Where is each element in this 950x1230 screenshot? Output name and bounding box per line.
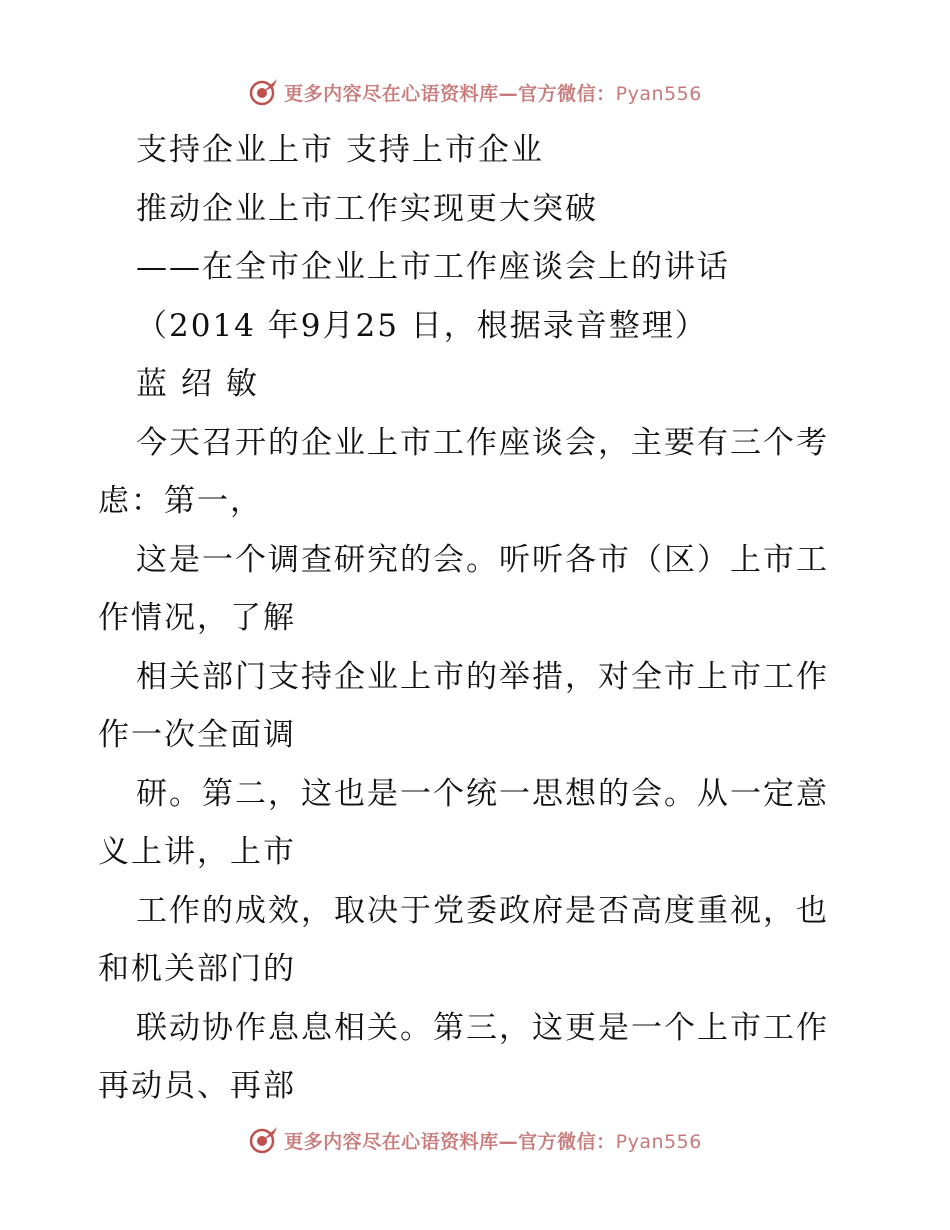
- text-line: 蓝 绍 敏: [136, 366, 259, 402]
- text-line: （2014 年9月25 日，根据录音整理）: [136, 307, 708, 344]
- text-line: 支持企业上市 支持上市企业: [136, 132, 544, 168]
- quill-pen-circle-icon: [248, 76, 280, 108]
- text-line: ——在全市企业上市工作座谈会上的讲话: [136, 249, 730, 285]
- watermark-text: 更多内容尽在心语资料库—官方微信：Pyan556: [284, 1130, 702, 1153]
- text-line: 再动员、再部: [98, 1068, 296, 1104]
- text-line: 联动协作息息相关。第三，这更是一个上市工作: [136, 1009, 829, 1046]
- text-line: 作情况，了解: [98, 600, 296, 636]
- watermark-account: Pyan556: [615, 82, 702, 105]
- text-line: 和机关部门的: [98, 951, 296, 987]
- watermark-text: 更多内容尽在心语资料库—官方微信：Pyan556: [284, 82, 702, 105]
- text-line: 义上讲，上市: [98, 834, 296, 870]
- watermark-banner-bottom: [0, 1120, 950, 1160]
- text-line: 相关部门支持企业上市的举措，对全市上市工作: [136, 658, 829, 695]
- text-line: 虑：第一，: [98, 483, 263, 519]
- text-line: 推动企业上市工作实现更大突破: [136, 190, 598, 227]
- text-line: 研。第二，这也是一个统一思想的会。从一定意: [136, 775, 829, 812]
- quill-pen-circle-icon: [248, 1124, 280, 1156]
- text-line: 作一次全面调: [98, 717, 296, 753]
- text-line: 这是一个调查研究的会。听听各市（区）上市工: [136, 541, 829, 578]
- watermark-banner-top: [0, 72, 950, 112]
- document-body: [98, 121, 858, 1116]
- text-line: 今天召开的企业上市工作座谈会，主要有三个考: [136, 424, 829, 461]
- text-line: 工作的成效，取决于党委政府是否高度重视，也: [136, 892, 829, 929]
- watermark-account: Pyan556: [615, 1130, 702, 1153]
